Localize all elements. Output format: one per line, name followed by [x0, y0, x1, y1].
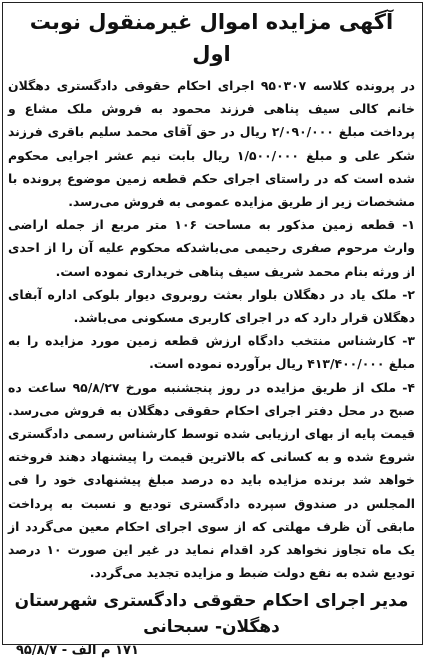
notice-title: آگهی مزایده اموال غیرمنقول نوبت اول: [29, 10, 394, 66]
reference-number: ۱۷۱ م الف - ۹۵/۸/۷: [16, 643, 139, 659]
notice-item-1: ۱- قطعه زمین مذکور به مساحت ۱۰۶ متر مربع از جمله اراضی وارث مرحوم صفری رحیمی می‌باشدکه محکوم علیه آن را از احدی از ورثه بنام محمد شریف سیف پناهی خریداری نموده است.: [8, 217, 416, 279]
notice-body: [8, 74, 415, 584]
notice-item-4: ۴- ملک از طریق مزایده در روز پنجشنبه مورخ ۹۵/۸/۲۷ ساعت ده صبح در محل دفتر اجرای احکام حقوقی دهگلان به فروش می‌رسد. قیمت پایه از بهای ارزیابی شده توسط کارشناس رسمی دادگستری شروع شده و به کسانی که بالاترین قیمت را پیشنهاد دهند فروخته خواهد شد برنده مزایده باید ده درصد مبلغ پیشنهادی خود را فی المجلس در صندوق سپرده دادگستری تودیع و نسبت به پرداخت مابقی آن ظرف مهلتی که از سوی اجرای احکام معین می‌گردد از یک ماه تجاوز نخواهد کرد اقدام نماید در غیر این صورت ۱۰ درصد تودیع شده به نفع دولت ضبط و مزایده تجدید می‌گردد.: [8, 379, 416, 581]
signature-title: مدیر اجرای احکام حقوقی دادگستری شهرستان: [14, 591, 409, 612]
notice-intro: در پرونده کلاسه ۹۵۰۳۰۷ اجرای احکام حقوقی دادگستری دهگلان خانم کالی سیف پناهی فرزند محمود به فروش ملک مشاع و پرداخت مبلغ ۲/۰۹۰/۰۰۰ ریال در حق آقای محمد سلیم باقری فرزند شکر علی و مبلغ ۱/۵۰۰/۰۰۰ ریال بابت نیم عشر اجرایی محکوم شده است که در راستای اجرای حکم قطعه زمین موضوع پرونده با مشخصات زیر از طریق مزایده عمومی به فروش می‌رسد.: [8, 78, 416, 210]
notice-item-2: ۲- ملک یاد در دهگلان بلوار بعثت روبروی دیوار بلوکی اداره آبفای دهگلان قرار دارد که در اجرای کاربری مسکونی می‌باشد.: [8, 286, 415, 326]
signature-name: دهگلان- سبحانی: [143, 617, 280, 638]
notice-item-3: ۳- کارشناس منتخب دادگاه ارزش قطعه زمین مورد مزایده را به مبلغ ۴۱۳/۴۰۰/۰۰۰ ریال برآورده نموده است.: [8, 333, 415, 372]
